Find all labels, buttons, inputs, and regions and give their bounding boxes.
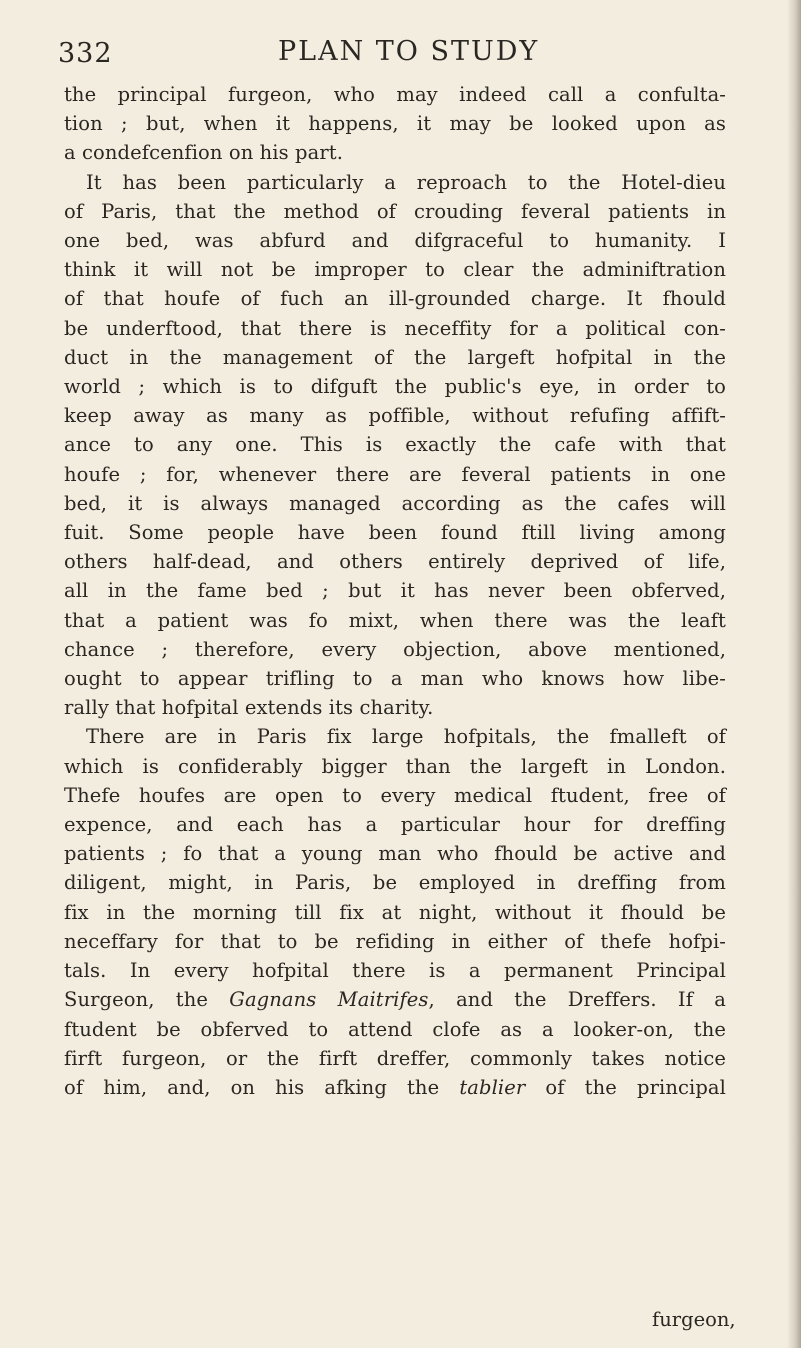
text-line: a condefcenfion on his part.	[64, 141, 344, 165]
paragraph-start-line: There are in Paris fix large hofpitals, the fmalleft of	[86, 725, 726, 749]
text-line: fix in the morning till fix at night, without it fhould be	[64, 900, 726, 924]
text-line: chance ; therefore, every objection, above mentioned,	[64, 637, 726, 661]
text-line: of Paris, that the method of crouding feveral patients in	[64, 199, 726, 223]
text-line: fuit. Some people have been found ftill living among	[64, 521, 726, 545]
text-line: firft furgeon, or the firft dreffer, commonly takes notice	[64, 1046, 726, 1070]
text-line: tals. In every hofpital there is a permanent Principal	[64, 959, 726, 983]
text-line: the principal furgeon, who may indeed call a confulta-	[64, 83, 726, 106]
text-line: tion ; but, when it happens, it may be looked upon as	[64, 112, 726, 136]
running-head: PLAN TO STUDY	[278, 36, 540, 67]
text-line: one bed, was abfurd and difgraceful to humanity. I	[64, 229, 726, 253]
text-line: ftudent be obferved to attend clofe as a looker-on, the	[64, 1017, 726, 1041]
text-line: expence, and each has a particular hour for dreffing	[64, 813, 726, 837]
text-line: bed, it is always managed according as the cafes will	[64, 491, 726, 515]
page-header	[52, 34, 752, 70]
page-edge-shadow	[787, 0, 801, 1348]
text-line: ance to any one. This is exactly the cafe with that	[64, 433, 726, 457]
text-line: Surgeon, the Gagnans Maitrifes, and the Dreffers. If a	[64, 988, 726, 1012]
paragraph-start-line: It has been particularly a reproach to the Hotel-dieu	[86, 170, 726, 194]
text-line: all in the fame bed ; but it has never been obferved,	[64, 579, 726, 603]
text-line: think it will not be improper to clear the adminiftration	[64, 258, 726, 282]
text-line: of him, and, on his afking the tablier of the principal	[64, 1075, 726, 1099]
italic-phrase: tablier	[459, 1075, 526, 1099]
text-line: of that houfe of fuch an ill-grounded charge. It fhould	[64, 287, 726, 311]
text-line: rally that hofpital extends its charity.	[64, 696, 434, 720]
text-line: world ; which is to difguft the public's eye, in order to	[64, 375, 726, 399]
text-line: Thefe houfes are open to every medical ftudent, free of	[64, 783, 726, 807]
text-line: others half-dead, and others entirely deprived of life,	[64, 550, 726, 574]
text-line: ought to appear trifling to a man who knows how libe-	[64, 667, 726, 691]
text-line: patients ; fo that a young man who fhould be active and	[64, 842, 726, 866]
page-number: 332	[58, 38, 113, 69]
text-line: neceffary for that to be refiding in either of thefe hofpi-	[64, 929, 726, 953]
text-line: be underftood, that there is neceffity for a political con-	[64, 316, 726, 340]
text-line: that a patient was fo mixt, when there was the leaft	[64, 608, 726, 632]
italic-phrase: Gagnans Maitrifes	[229, 988, 429, 1012]
catchword: furgeon,	[652, 1308, 736, 1331]
text-line: keep away as many as poffible, without refufing affift-	[64, 404, 726, 428]
body-text	[64, 80, 726, 1102]
text-line: houfe ; for, whenever there are feveral patients in one	[64, 462, 726, 486]
text-line: which is confiderably bigger than the largeft in London.	[64, 754, 726, 778]
text-line: diligent, might, in Paris, be employed in dreffing from	[64, 871, 726, 895]
text-line: duct in the management of the largeft hofpital in the	[64, 345, 726, 369]
